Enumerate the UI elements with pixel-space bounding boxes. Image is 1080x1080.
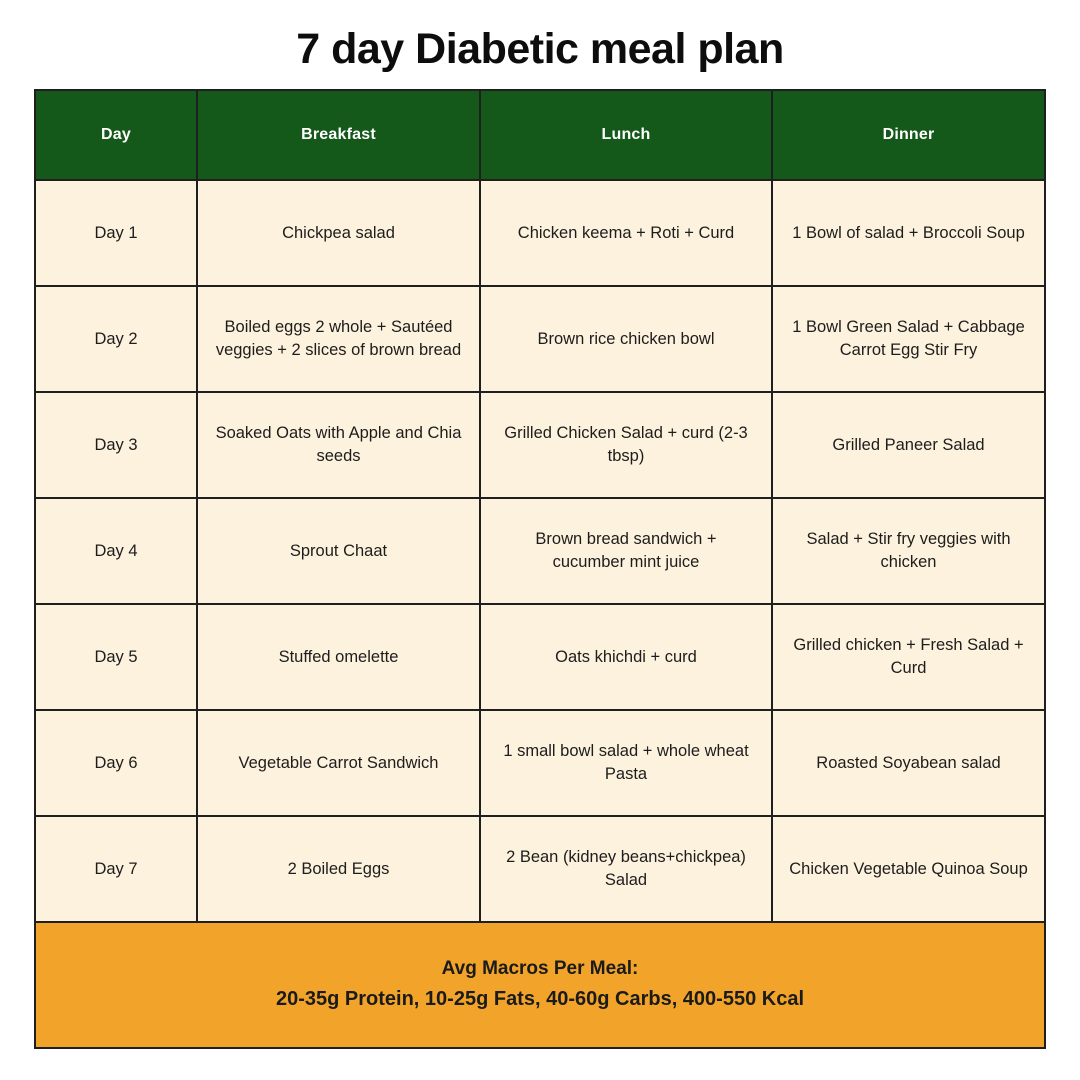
lunch-cell: Oats khichdi + curd bbox=[480, 604, 772, 710]
dinner-cell: Chicken Vegetable Quinoa Soup bbox=[772, 816, 1045, 922]
breakfast-cell: Soaked Oats with Apple and Chia seeds bbox=[197, 392, 480, 498]
macros-details: 20-35g Protein, 10-25g Fats, 40-60g Carbs, 400-550 Kcal bbox=[275, 987, 805, 1010]
table-row bbox=[35, 604, 1045, 710]
lunch-cell: Brown bread sandwich + cucumber mint juice bbox=[480, 498, 772, 604]
day-label: Day 1 bbox=[35, 180, 197, 286]
table-footer bbox=[35, 922, 1045, 1048]
meal-plan-table bbox=[34, 89, 1046, 1049]
macros-heading: Avg Macros Per Meal: bbox=[441, 958, 639, 980]
day-label: Day 3 bbox=[35, 392, 197, 498]
dinner-cell: Grilled chicken + Fresh Salad + Curd bbox=[772, 604, 1045, 710]
dinner-cell: Salad + Stir fry veggies with chicken bbox=[772, 498, 1045, 604]
table-row bbox=[35, 286, 1045, 392]
day-label: Day 5 bbox=[35, 604, 197, 710]
breakfast-cell: Sprout Chaat bbox=[197, 498, 480, 604]
breakfast-cell: Boiled eggs 2 whole + Sautéed veggies + 2 slices of brown bread bbox=[197, 286, 480, 392]
macros-row bbox=[35, 922, 1045, 1048]
dinner-cell: 1 Bowl Green Salad + Cabbage Carrot Egg Stir Fry bbox=[772, 286, 1045, 392]
lunch-cell: Brown rice chicken bowl bbox=[480, 286, 772, 392]
column-header-breakfast: Breakfast bbox=[197, 90, 480, 180]
table-row bbox=[35, 392, 1045, 498]
lunch-cell: 1 small bowl salad + whole wheat Pasta bbox=[480, 710, 772, 816]
lunch-cell: 2 Bean (kidney beans+chickpea) Salad bbox=[480, 816, 772, 922]
breakfast-cell: 2 Boiled Eggs bbox=[197, 816, 480, 922]
column-header-day: Day bbox=[35, 90, 197, 180]
breakfast-cell: Vegetable Carrot Sandwich bbox=[197, 710, 480, 816]
table-body bbox=[35, 180, 1045, 922]
day-label: Day 7 bbox=[35, 816, 197, 922]
breakfast-cell: Stuffed omelette bbox=[197, 604, 480, 710]
table-row bbox=[35, 710, 1045, 816]
macros-cell bbox=[35, 922, 1045, 1048]
table-row bbox=[35, 180, 1045, 286]
dinner-cell: Grilled Paneer Salad bbox=[772, 392, 1045, 498]
day-label: Day 2 bbox=[35, 286, 197, 392]
lunch-cell: Chicken keema + Roti + Curd bbox=[480, 180, 772, 286]
lunch-cell: Grilled Chicken Salad + curd (2-3 tbsp) bbox=[480, 392, 772, 498]
page-title: 7 day Diabetic meal plan bbox=[296, 25, 784, 73]
column-header-dinner: Dinner bbox=[772, 90, 1045, 180]
breakfast-cell: Chickpea salad bbox=[197, 180, 480, 286]
dinner-cell: Roasted Soyabean salad bbox=[772, 710, 1045, 816]
table-row bbox=[35, 816, 1045, 922]
dinner-cell: 1 Bowl of salad + Broccoli Soup bbox=[772, 180, 1045, 286]
table-header bbox=[35, 90, 1045, 180]
day-label: Day 4 bbox=[35, 498, 197, 604]
day-label: Day 6 bbox=[35, 710, 197, 816]
table-header-row bbox=[35, 90, 1045, 180]
table-row bbox=[35, 498, 1045, 604]
column-header-lunch: Lunch bbox=[480, 90, 772, 180]
